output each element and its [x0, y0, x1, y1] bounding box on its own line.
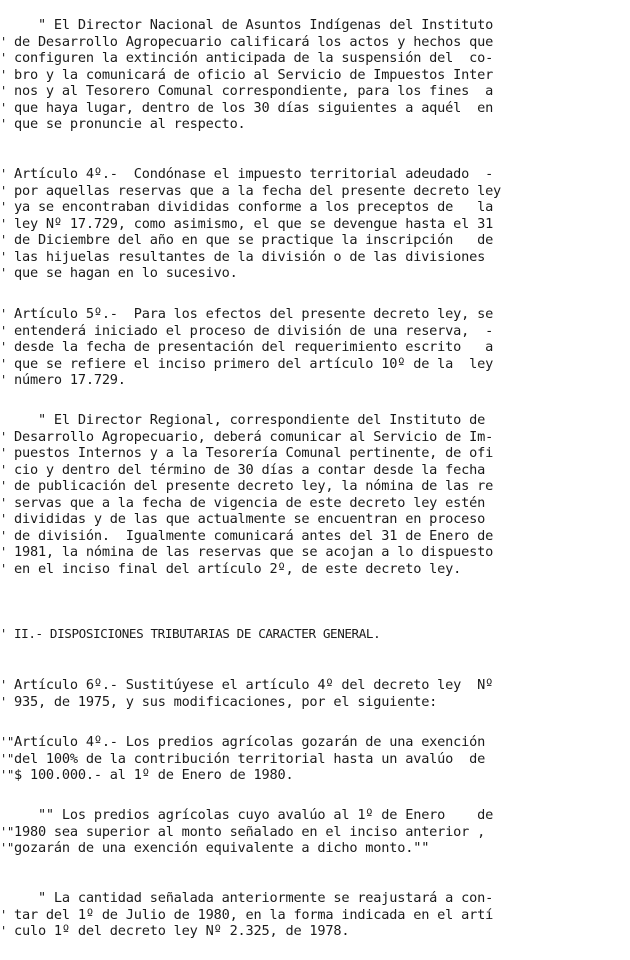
- text-line: ' Artículo 6º.- Sustitúyese el artículo 4º del decreto ley Nº: [0, 677, 494, 693]
- text-line: " La cantidad señalada anteriormente se reajustará a con-: [14, 890, 494, 906]
- paragraph-director-regional: [0, 412, 630, 577]
- text-line: "" Los predios agrícolas cuyo avalúo al 1º de Enero de: [14, 807, 494, 823]
- text-line: ' configuren la extinción anticipada de la suspensión del co-: [0, 50, 494, 66]
- text-line: ' ley Nº 17.729, como asimismo, el que se devengue hasta el 31: [0, 215, 494, 232]
- text-line: ' número 17.729.: [0, 372, 126, 388]
- text-line: ' desde la fecha de presentación del requerimiento escrito a: [0, 339, 494, 355]
- text-line: '" 1980 sea superior al monto señalado en el inciso anterior ,: [0, 823, 486, 840]
- text-line: ' ya se encontraban divididas conforme a los preceptos de la: [0, 199, 494, 215]
- text-line: '" Artículo 4º.- Los predios agrícolas gozarán de una exención: [0, 734, 486, 750]
- text-line: ' que haya lugar, dentro de los 30 días siguientes a aquél en: [0, 99, 494, 116]
- text-line: ' bro y la comunicará de oficio al Servicio de Impuestos Inter: [0, 66, 494, 83]
- text-line: '" del 100% de la contribución territorial hasta un avalúo de: [0, 750, 486, 767]
- text-line: " El Director Nacional de Asuntos Indígenas del Instituto: [14, 17, 494, 33]
- text-line: ' cio y dentro del término de 30 días a contar desde la fecha: [0, 461, 486, 478]
- text-line: ' 1981, la nómina de las reservas que se acojan a lo dispuesto: [0, 544, 494, 560]
- section-heading: [0, 626, 630, 643]
- text-line: ' Artículo 5º.- Para los efectos del presente decreto ley, se: [0, 306, 494, 322]
- text-line: ' de Diciembre del año en que se practique la inscripción de: [0, 232, 494, 248]
- text-line: ' que se hagan en lo sucesivo.: [0, 265, 238, 281]
- text-line: ' 935, de 1975, y sus modificaciones, por el siguiente:: [0, 693, 438, 710]
- text-line: ' de publicación del presente decreto ley, la nómina de las re: [0, 478, 494, 494]
- text-line: ' por aquellas reservas que a la fecha del presente decreto ley: [0, 182, 502, 199]
- paragraph-articulo-6: [0, 677, 630, 710]
- text-line: ' puestos Internos y a la Tesorería Comunal pertinente, de ofi: [0, 445, 494, 461]
- text-line: ' en el inciso final del artículo 2º, de este decreto ley.: [0, 560, 462, 577]
- text-line: ' Artículo 4º.- Condónase el impuesto territorial adeudado -: [0, 166, 494, 182]
- text-line: ' Desarrollo Agropecuario, deberá comunicar al Servicio de Im-: [0, 428, 494, 445]
- text-line: ' culo 1º del decreto ley Nº 2.325, de 1978.: [0, 923, 350, 939]
- paragraph-articulo-4: [0, 166, 630, 282]
- text-line: ' servas que a la fecha de vigencia de este decreto ley estén: [0, 494, 486, 511]
- text-line: " El Director Regional, correspondiente del Instituto de: [14, 412, 486, 428]
- text-line: ' tar del 1º de Julio de 1980, en la forma indicada en el artí: [0, 906, 494, 923]
- text-line: ' de división. Igualmente comunicará antes del 31 de Enero de: [0, 527, 494, 544]
- text-line: ' nos y al Tesorero Comunal correspondiente, para los fines a: [0, 83, 494, 99]
- text-line: ' que se pronuncie al respecto.: [0, 116, 246, 132]
- paragraph-articulo-5: [0, 306, 630, 389]
- text-line: ' de Desarrollo Agropecuario calificará los actos y hechos que: [0, 33, 494, 50]
- heading-line: ' II.- DISPOSICIONES TRIBUTARIAS DE CARACTER GENERAL.: [0, 626, 381, 641]
- text-line: '" gozarán de una exención equivalente a dicho monto."": [0, 840, 430, 856]
- text-line: ' entenderá iniciado el proceso de división de una reserva, -: [0, 322, 494, 339]
- paragraph-quoted-articulo-4: [0, 734, 630, 784]
- paragraph-director-nacional: [0, 17, 630, 133]
- paragraph-predios-agricolas: [0, 807, 630, 857]
- paragraph-cantidad-senalada: [0, 890, 630, 940]
- text-line: ' divididas y de las que actualmente se encuentran en proceso: [0, 511, 486, 527]
- text-line: '" $ 100.000.- al 1º de Enero de 1980.: [0, 767, 294, 783]
- text-line: ' que se refiere el inciso primero del artículo 10º de la ley: [0, 355, 494, 372]
- text-line: ' las hijuelas resultantes de la división o de las divisiones: [0, 248, 486, 265]
